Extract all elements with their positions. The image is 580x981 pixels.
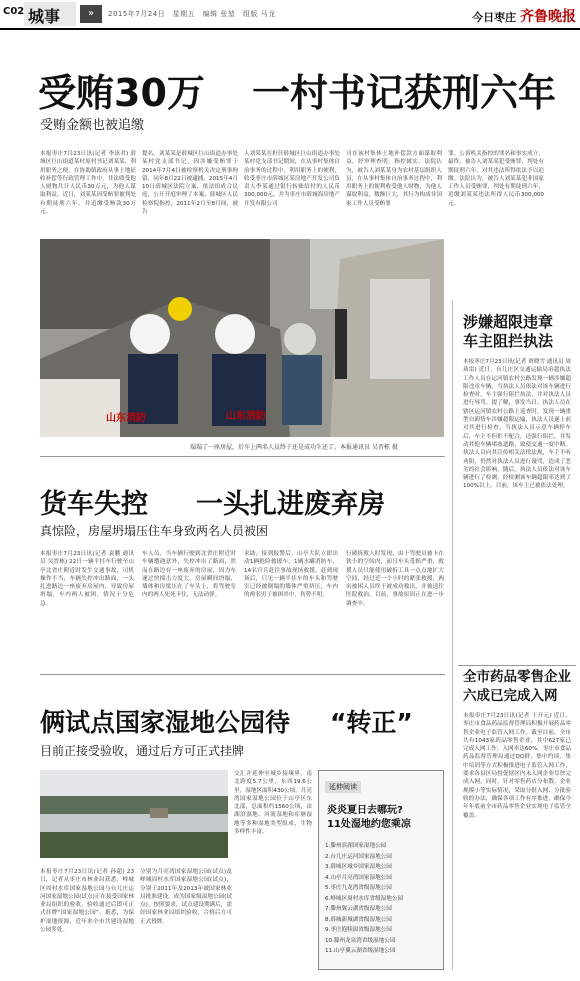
list-item: 4.山亭月亮湾国家湿地公园 [325,874,392,881]
box-title-1: 炎炎夏日去哪玩? [327,805,403,816]
issue-meta: 2015年7月24日 星期五 编辑 张堃 组版 马龙 [108,10,276,18]
list-item: 7.滕州翼云湖省级湿地公园 [325,906,392,912]
page-number: C02 [3,6,25,17]
list-item: 8.薛城新城湖省级湿地公园 [325,916,392,923]
paper-prefix: 今日枣庄 [472,11,517,24]
story2-col-4: 行破拆救人时发现，由于驾驶员被卡在狭小的空间内，而且车头受损严重，救援人员只能使用破拆工具一点点地扩大空间，经过近一个小时的紧张救援，两名被困人员终于被成功救出，并被送往医院救治。目前，事故原因正在进一步调查中。 [346,551,444,607]
side1-headline-1: 涉嫌超限违章 [463,313,554,331]
wetland-photo [40,770,228,858]
story1-subhead: 受贿金额也被追缴 [40,118,145,133]
double-chevron-right-icon: » [80,5,102,23]
story2-subhead: 真惊险，房屋坍塌压住车身致两名人员被困 [40,524,269,538]
uniform-label-2: 山东消防 [226,411,266,422]
list-item: 1.滕州滨湖国家湿地公园 [325,843,387,849]
story2-headline-a: 货车失控 [40,489,148,520]
story2-col-3: 求助，接到报警后，山亭大队立即出动1辆抢险救援车，1辆水罐消防车，14名官兵赶往事故现场救援，赶到现场后，只见一辆半挂车的车头和驾驶室已经被倒塌的墙体严重挤压，车内的两名男子被困其中，伤势不明。 [244,551,338,599]
list-item: 2.台儿庄运河国家湿地公园 [325,853,392,860]
story3-col-3: 交汇并延伸至城乡接壤界。南北跨度5.7公里，东西19.6公里，湿地区面积430公顷，月亮湾国家湿地公园位于山亭区东北部，总面积约1560公顷，由湖泊湿地、河流湿地和库塘湿地等多种湿地类型组成，生物多样性丰富。 [234,771,312,836]
story1-col-3: 人刘某某在担任薛城区巨山街道办事处某村党支部书记期间，在从事村集体自治事务的过程中，利用职务上的便利，收受枣庄市薛城区某房地产开发公司负责人李某通过银行转账给付的人民币300,000元，并为枣庄市薛城海房地产开发有限公司 [244,151,340,207]
uniform-label-1: 山东消防 [106,413,146,424]
side1-body: 本报枣庄7月23日讯(记者 贾晓雪 通讯员 周琦雷) 近日，台儿庄区交通运输局治超执法工作人员在运河镇农村公路发现一辆涉嫌超限违章车辆，当执法人员依法对该车辆进行检查时，车主强行阻拦执法，并对执法人员进行辱骂。提了解，事发当日，执法人员在辖区运河镇农村公路上巡查时，发现一辆重型自卸货车涉嫌超限运输，执法人员遂上前对其进行检查，当执法人员示意车辆停车后，车主不但拒不配合，还强行阻拦，并发动其他车辆堵塞道路，致使交通一度中断。执法人员向其宣传相关法律法规，车主不听劝阻，仍然对执法人员进行谩骂，造成了恶劣的社会影响。随后，执法人员依法对该车辆进行了检测，经检测该车辆超限率达到了100%以上。目前，该车主已被依法处理。 [463,359,571,490]
side2-body: 本报枣庄7月23日讯(记者 王开元) 近日，枣庄市食品药品监督管理局积极开展药品零售企业电子监管入网工作，截至目前，全市共有1043家药品零售企业，其中627家已完成入网工作，入网率达60%。枣庄市食品药品监督管理局通过QQ群、集中约谈、集中培训等方式积极推进电子监管入网工作，要求各县区局督促辖区内未入网企业尽快完成入网。同时，针对零售药店分布散、企业规模小等实际情况，采取分批入网、分批验收的办法，确保各项工作有序推进，确保今年年底前全市药品零售企业实现电子监管全覆盖。 [463,713,571,819]
paper-brand: 齐鲁晚报 [520,9,576,25]
side2-headline-1: 全市药品零售企业 [463,669,571,685]
photo-caption: 塌塌了一座房屋，后车上两名人员终于还是成功生还了。本报通讯员 吴晋栋 摄 [190,444,398,451]
story3-subhead: 目前正接受验收，通过后方可正式挂牌 [40,744,245,758]
story2-col-2: 车人员，当车辆行驶到北省庄附近时车辆遭遇意外，失控冲出了路面，然而在路边有一座废弃的房屋，因为车速过快撞击力度大，房屋瞬间坍塌，墙体和房梁压在了车头上，将驾驶室内的两人死死卡住，无法动弹。 [142,551,236,599]
masthead [0,0,580,30]
box-title-2: 11处湿地约您乘凉 [327,819,411,830]
story1-headline-a: 受贿30万 [38,71,205,115]
story2-headline-b: 一头扎进废弃房 [196,489,385,520]
story1-col-2: 提名，刘某某是薛城区巨山街道办事处某村党支部书记。因涉嫌受贿罪于2014年7月4日被检察机关决定刑事拘留，同年8月22日被逮捕。2015年4月10日薛城区法院立案，依法组成合议庭，公开开庭审理了本案。薛城区人民检察院指控，2011年2月至8月间，被告 [142,151,238,216]
accident-photo [40,239,444,437]
divider [40,456,445,457]
story2-col-1: 本报枣庄7月23日讯(记者 袁鹏 通讯员 吴晋栋) 22日一辆半挂车行驶至山亭北省庄附近时发生交通事故，司机操作不当，车辆失控冲出路面，一头扎进路边一座废弃房屋内，导致房屋坍塌，车内两人被困，情况十分危急。 [40,551,134,607]
wetland-photo-illustration [40,770,228,858]
list-item: 5.枣庄九龙湾省级湿地公园 [325,885,392,891]
section-title: 城事 [24,2,76,26]
story3-headline-a: 俩试点国家湿地公园待 [40,708,291,737]
box-list [325,841,439,957]
list-item: 3.薛城区城乡国家湿地公园 [325,864,392,870]
list-item: 9.枣庄抱犊崮省级湿地公园 [325,927,392,933]
list-item: 6.峄城区周村水库省级湿地公园 [325,895,404,902]
paper-logo [472,6,576,26]
story1-col-1: 本报枣庄7月23日讯(记者 李泳君) 薛城区巨山街道某村原村书记刘某某，利用职务之便，在协助镇政府从事土地征收补偿等行政管理工作中，非法收受他人财物共计人民币30万元，为他人谋取利益，近日，刘某某因受贿罪被判处有期徒刑六年，并追缴受贿款30万元。 [40,151,136,216]
divider [40,674,445,675]
story1-col-4: 司在该村集体土地补偿款方面谋取利益，经审理查明，指控属实。法院认为，被告人刘某某身为农村基层组织人员，在从事村集体自治事务过程中，利用职务上的便利收受他人财物，为他人谋取利益，数额巨大，其行为构成非国家工作人员受贿罪 [346,151,442,207]
side2-headline-2: 六成已完成入网 [463,688,558,704]
list-item: 10.滕州龙泉湾省级湿地公园 [325,937,396,944]
story3-headline-b: “转正” [330,708,413,737]
sidebar-box [318,770,444,970]
side1-headline-2: 车主阻拦执法 [463,332,554,350]
box-tag: 延伸阅读 [325,781,361,793]
story3-col-1: 本报枣庄7月23日讯(记者 孙超) 23日，记者从枣庄市林业局获悉，峄城区周村水库国家湿地公园与台儿庄运河国家湿地公园(试点)正在接受国家林业局组织的验收，验收通过后即可正式挂牌“国家湿地公园”。据悉，为保护湿地资源，近年来全市共建设湿地公园多处。 [40,869,134,934]
story1-col-5: 罪。公诉机关指控的罪名和事实成立，最终，被告人刘某某犯受贿罪，判处有期徒刑六年。对其违法所得依法予以追缴。法院认为，被告人刘某某犯非国家工作人员受贿罪，判处有期徒刑六年，追缴刘某某违法所得人民币300,000元。 [448,151,544,207]
list-item: 11.山亭翼云湖省级湿地公园 [325,948,396,954]
story3-col-2: 分别为月亮湾国家湿地公园(试点)及峄城周村水库国家湿地公园(试点)，分别于2011年及2013年被国家林业局批准建设，成为国家级湿地公园(试点)。按照要求，试点建设期满后，需经国家林业局组织验收，合格后方可正式授牌。 [140,869,232,925]
story1-headline-b: 一村书记获刑六年 [252,71,557,115]
divider [458,665,576,666]
column-rule [452,300,453,970]
